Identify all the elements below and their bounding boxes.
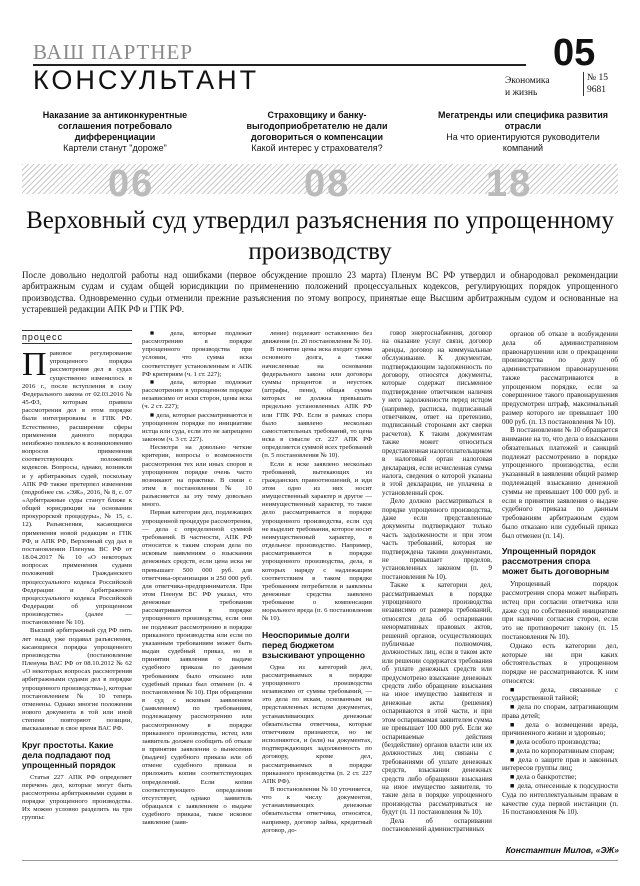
col5-p3: Упрощенный порядок рассмотрения спора может выбирать истец при согласии ответчика или даже суд по собственной инициативе при наличии согласия сторон, если это не противоречит закону (п. 15 постановления № 10). <box>502 580 618 641</box>
col3-p5: В постановлении № 10 уточняется, что к числу документов, устанавливающих денежные обязательства ответчика, относятся, например, договор займа, кредитный договор, до- <box>262 785 372 834</box>
dropcap: П <box>22 346 47 384</box>
col5-list-item: ■ дела о возмещении вреда, причиненного жизни и здоровью; <box>502 720 618 738</box>
col3-p3: Если в иске заявлено несколько требований, вытекающих из гражданских правоотношений, и иди этом одно из них носит имущественный характер и другое — неимущественный характер, то такое дело рассматривается в порядке упрощенного производства, если суд не выделит требования, которое носит неимущественный характер, в отдельное производство. Например, рассматриваются в порядке упрощенного производства, дела, в которых наряду с надлежащим соответствием в таком порядке требованиям потребителя и заявлены денежные средства заявлено требование о компенсации морального вреда (п. 6 постановления № 10). <box>262 460 372 623</box>
teaser-2-page: 08 <box>304 163 351 205</box>
col3-p2: В понятие цены иска входит сумма основного долга, а также начисленные на основании федерального закона или договора суммы процентов и неустоек (штрафы, пени), общая сумма которых не должна превышать предельно установленных АПК РФ или ГПК РФ. Если в рамках спора было заявлено несколько самостоятельных требований, то цена иска в смысле ст. 227 АПК РФ определяется суммой всех требований (п. 5 постановления № 10). <box>262 346 372 460</box>
col3-subheading: Неоспоримые долги перед бюджетом взыскивают упрощенно <box>262 629 366 660</box>
author-signature: Константин Милов, «ЭЖ» <box>505 845 619 855</box>
col1-p2: Высший арбитражный суд РФ пять лет назад уже подавал разъяснения, касающиеся порядка упрощенного производства (постановление Пленума ВАС РФ от 08.10.2012 № 62 «О некоторых вопросах рассмотрения арбитражными судами дел в порядке упрощенного производства»), которые постановлением № 10 теперь отменены. Однако многие положения нового документа в той или иной степени повторяют позиции, высказанные в свое время ВАС РФ. <box>22 627 132 733</box>
rubric-line-2: и жизнь <box>505 88 538 98</box>
col1-subheading: Круг простоты. Какие дела подпадают под упрощенный порядок <box>22 739 116 770</box>
col5-list-item: ■ дела о защите прав и законных интересов группы лиц; <box>502 755 618 773</box>
section-rubric <box>505 75 550 99</box>
article-column-1 <box>22 330 132 822</box>
col5-subheading: Упрощенный порядок рассмотрения спора может быть договорным <box>502 546 610 577</box>
teaser-3-text: На что ориентируются руководители компаний <box>446 132 600 153</box>
article-headline: Верховный суд утвердил разъяснения по упрощенному производству <box>26 207 614 265</box>
teaser-1[interactable] <box>30 110 200 154</box>
teaser-2-bold: Страховщику и банку-выгодоприобретателю не дали договориться о компенсации <box>246 110 388 142</box>
col2-p2: ■ дела, которые подлежат рассмотрению в упрощенном порядке независимо от иски сторон, цены иска (ч. 2 ст. 227); <box>142 378 252 411</box>
teaser-3-page: 18 <box>486 163 533 205</box>
teaser-3[interactable] <box>430 110 616 154</box>
col2-p3: ■ дела, которые рассматриваются в упрощенном порядке по инициативе истца или суда, если это не запрещено законом (ч. 3 ст. 227). <box>142 411 252 444</box>
col2-p1: ■ дела, которые подлежат рассмотрению в порядке упрощенного производства при условии, что сумма иска соответствует установленным в АПК РФ критериям (ч. 1 ст. 227); <box>142 330 252 378</box>
teaser-3-bold: Мегатренды или специфика развития отрасли <box>437 110 609 131</box>
col5-p1: органов об отказе в возбуждении дела об административном правонарушении или о прекращении производства по делу об административном правонарушении также рассматриваются в упрощенном порядке, если за совершенное такого правонарушения предусмотрен штраф, максимальный размер которого не превышает 100 000 руб. (п. 13 постановления № 10). <box>502 330 618 426</box>
teaser-1-text: Картели станут "дороже" <box>63 143 167 153</box>
col5-list-item: ■ дела по корпоративным спорам; <box>510 746 615 755</box>
article-column-2 <box>142 330 252 828</box>
col5-list-item: ■ дела, связанные с государственной тайной; <box>502 685 618 703</box>
rubric-line-1: Экономика <box>505 76 550 86</box>
col1-p1: равовое регулирование упрощенного порядка рассмотрения дел в судах существенно изменилось в 2016 г., после вступления в силу Федерального закона от 02.03.2016 № 45-ФЗ, которым правила рассмотрения дел в этом порядке были интегрированы в ГПК РФ. Естественно, расширение сферы применения данного порядка неизбежно повлекло к возникновению вопросов применения соответствующих положений кодексов. Вопросы, однако, возникли и у арбитражных судей, поскольку АПК РФ также претерпел изменения (подробнее см. «ЭЖ», 2016, № 8, с. 07 «Арбитражные суды станут ближе к общей юрисдикции на основании прокурорской процедуры», № 15, с. 12). Разъяснения, касающиеся применения новой редакции и ГПК РФ, и АПК РФ, Верховный суд дал в постановлении Пленума ВС РФ от 18.04.2017 № 10 «О некоторых вопросах применения судами положений Гражданского процессуального кодекса Российской Федерации и Арбитражного процессуального кодекса Российской Федерации об упрощенном производстве» (далее — постановление № 10). <box>22 350 132 627</box>
article-column-5 <box>502 330 618 817</box>
issue-box <box>583 72 617 96</box>
masthead-title: КОНСУЛЬТАНТ <box>33 65 260 95</box>
col5-list-item: ■ дела особого производства; <box>510 738 601 747</box>
col5-list-item: ■ дела, отнесенные к подсудности Суда по интеллектуальным правам в качестве суда первой инстанции (п. 16 постановления № 10). <box>502 781 618 817</box>
col5-p2: В постановлении № 10 обращается внимание на то, что дела о взыскании обязательных платежей и санкций подлежат рассмотрению в порядке упрощенного производства, если указанный в заявлении общий размер подлежащей взысканию денежной суммы не превышает 100 000 руб. и если в принятии заявления о выдаче судебного приказа по данным требованиям арбитражным судом было отказано или судебный приказ был отменен (п. 14). <box>502 426 618 540</box>
page-number: 05 <box>553 32 596 74</box>
col5-list-item: ■ дела по спорам, затрагивающим права детей; <box>502 703 618 720</box>
issue-number: № 15 <box>587 73 608 83</box>
article-column-4 <box>382 330 492 834</box>
article-rubric: процесс <box>22 330 132 344</box>
teaser-1-page: 06 <box>108 163 155 205</box>
masthead-partner: ВАШ ПАРТНЕР <box>33 40 194 64</box>
bottom-rule <box>22 860 618 861</box>
col5-list-item: ■ дела о банкротстве; <box>510 773 577 782</box>
issue-id: 9681 <box>587 85 606 95</box>
col1-p3: Статья 227 АПК РФ определяет перечень дел, которые могут быть рассмотрены арбитражными судами в порядке упрощенного производства. Их можно условно разделить на три группы: <box>22 773 132 822</box>
col5-p4: Однако есть категории дел, которые ни при каких обстоятельствах в упрощенном порядке не рассматриваются. К ним относятся: <box>502 641 618 685</box>
col4-p1: говор энергоснабжения, договор на оказание услуг связи, договор аренды, договор на коммунальные обслуживание. К документам, подтверждающим задолженность по договору, относятся документы, которые содержат письменное подтверждение ответчиком наличия у него задолженности перед истцом (например, расписка, подписанный ответчиком, ответ на претензию, подписанный сторонами акт сверки расчетов). К таким документам также может относиться представленная налогоплательщиком в налоговый орган налоговая декларация, если исчисленная сумма налога, сведения о которой указаны в этой декларации, не уплачена в установленный срок. <box>382 330 492 497</box>
col2-p5: Первая категория дел, подлежащих упрощенной процедуре рассмотрения, — дела с определенной суммой требований. В частности, АПК РФ относится к таким спорам дела по исковым заявлениям о взыскании денежных средств, если цена иска не превышает 500 000 руб. для ответчика-организации и 250 000 руб. для ответчика-предпринимателя. При этом Пленум ВС РФ указал, что денежные требования рассматриваются в порядке упрощенного производства, если они не подлежат рассмотрению в порядке приказного производства или если по указанным требованиям может быть выдан судебный приказ, но в принятии заявления о выдаче судебного приказа по данным требованиям было отказано или судебный приказ был отменен (п. 4 постановления № 10). При обращении в суд с исковым заявлением (заявлением) по требованиям, подлежащему рассмотрению или рассмотренному в порядке приказного производства, истец или заявитель должен сообщить об отказе в принятии заявления о вынесении (выдаче) судебного приказа или об отмене судебного приказа и приложить копии соответствующих определений. Если копии соответствующего определения отсутствует, однако заявитель обращался с заявлением о выдаче судебного приказа, такое исковое заявление (заяв- <box>142 509 252 827</box>
teaser-2[interactable] <box>228 110 406 154</box>
col4-p4: Дела об оспаривании постановлений административных <box>382 817 492 833</box>
col4-p2: Дело должно рассматриваться в порядке упрощенного производства, даже если представленные документы подтверждают только часть задолженности и при этом часть требований, которая не подтверждена такими документами, не превышает пределов, установленных законом (п. 9 постановления № 10). <box>382 498 492 581</box>
col2-p4: Несмотря на довольно четкие критерии, вопросы о возможности рассмотрения тех или иных споров в упрощенном порядке очень часто возникают на практике. В связи с этим в постановлении № 10 разъясняется за эту тему довольно много. <box>142 444 252 509</box>
col4-p3: Также к категории дел, рассматриваемых в порядке упрощенного производства независимо от размера требований, относятся дела об оспаривании ненормативных правовых актов, решений органов, осуществляющих публичные полномочия, должностных лиц, если в таком акте или решении содержатся требования об уплате денежных средств или предусмотрено взыскание денежных средств либо обращение взыскания на иное имущество заявителя и денежные акты (решения) оспариваются в этой части, и при этом оспариваемая заявителем сумма не превышает 100 000 руб. Если же оспариваемые действия (бездействие) органов власти или их должностных лиц связаны с требованиями об уплате денежных средств, взыскании денежных средств либо обращении взыскания на иное имущество заявителя, то такие дела в порядке упрощенного производства рассматриваться не будут (п. 11 постановления № 10). <box>382 582 492 817</box>
col3-p1: ление) подлежит оставлению без движения (п. 20 постановления № 10). <box>262 330 372 346</box>
teaser-2-text: Какой интерес у страхователя? <box>251 143 383 153</box>
col3-p4: Одна из категорий дел, рассматриваемых в порядке упрощенного производства независимо от суммы требований, — это дела по искам, основанным на представленных истцом документах, устанавливающих денежные обязательства ответчика, которые ответчиком признаются, но не исполняются, и (или) на документах, подтверждающих задолженность по договору, кроме дел, рассматриваемых в порядке приказного производства (п. 2 ст. 227 АПК РФ). <box>262 663 372 785</box>
article-lead: После довольно недолгой работы над ошибками (первое обсуждение прошло 23 марта) Пленум ВС РФ утвердил и обнародовал рекомендации арбитражным судам и судам общей юрисдикции по применению положений процессуальных кодексов, регулирующих порядок упрощенного производства. Одновременно судьи отменили прежние разъяснения по этому вопросу, принятые еще Высшим арбитражным судом и основанные на устаревшей редакции АПК РФ и ГПК РФ. <box>22 270 618 315</box>
teaser-1-bold: Наказание за антиконкурентные соглашения потребовало дифференциации <box>42 110 188 142</box>
article-column-3 <box>262 330 372 835</box>
